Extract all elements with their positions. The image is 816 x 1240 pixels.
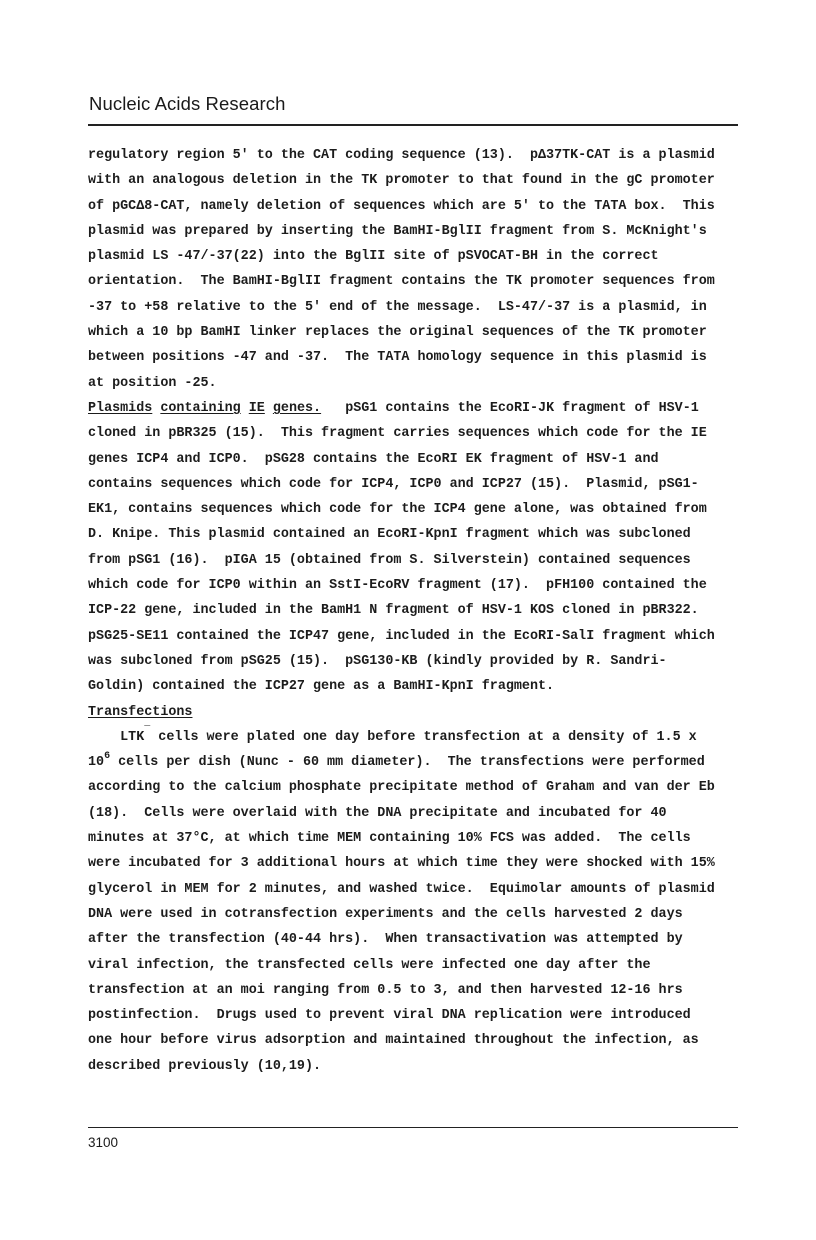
- text-line: were incubated for 3 additional hours at which time they were shocked with 15%: [88, 856, 715, 872]
- text-line: regulatory region 5' to the CAT coding sequence (13). pΔ37TK-CAT is a plasmid: [88, 148, 715, 163]
- superscript-exponent: 6: [104, 751, 111, 763]
- text-line: which a 10 bp BamHI linker replaces the original sequences of the TK promoter: [88, 325, 707, 341]
- text-line: according to the calcium phosphate precipitate method of Graham and van der Eb: [88, 780, 715, 796]
- section-heading-word: Plasmids: [88, 400, 153, 416]
- text-line: one hour before virus adsorption and maintained throughout the infection, as: [88, 1033, 699, 1049]
- paragraph-constructs: [88, 143, 744, 396]
- text-line: genes ICP4 and ICP0. pSG28 contains the EcoRI EK fragment of HSV-1 and: [88, 451, 659, 467]
- section-heading-word: containing: [160, 400, 241, 416]
- text-line: described previously (10,19).: [88, 1058, 322, 1074]
- section-heading: Transfections: [88, 704, 193, 720]
- text-line: which code for ICP0 within an SstI-EcoRV fragment (17). pFH100 contained the: [88, 578, 707, 594]
- text-line: glycerol in MEM for 2 minutes, and washed twice. Equimolar amounts of plasmid: [88, 881, 715, 897]
- text-line: at position -25.: [88, 375, 217, 391]
- text-line: EK1, contains sequences which code for the ICP4 gene alone, was obtained from: [88, 502, 707, 518]
- section-heading-word: IE: [248, 400, 265, 416]
- section-heading-line: [88, 700, 744, 725]
- text-line: ICP-22 gene, included in the BamH1 N fragment of HSV-1 KOS cloned in pBR322.: [88, 603, 699, 619]
- text-line: cloned in pBR325 (15). This fragment carries sequences which code for the IE: [88, 426, 707, 442]
- section-heading-word: genes.: [272, 400, 322, 416]
- journal-title: Nucleic Acids Research: [89, 93, 286, 114]
- text-line: between positions -47 and -37. The TATA homology sequence in this plasmid is: [88, 350, 707, 366]
- text-line: pSG25-SE11 contained the ICP47 gene, included in the EcoRI-SalI fragment which: [88, 628, 715, 644]
- text-line: [88, 725, 744, 750]
- text-line: DNA were used in cotransfection experiments and the cells harvested 2 days: [88, 906, 683, 922]
- text-line: viral infection, the transfected cells were infected one day after the: [88, 957, 651, 973]
- text-line: minutes at 37°C, at which time MEM containing 10% FCS was added. The cells: [88, 831, 691, 847]
- text-line: from pSG1 (16). pIGA 15 (obtained from S. Silverstein) contained sequences: [88, 552, 691, 568]
- text-line: of pGCΔ8-CAT, namely deletion of sequences which are 5' to the TATA box. This: [88, 198, 715, 214]
- text-line: orientation. The BamHI-BglII fragment contains the TK promoter sequences from: [88, 274, 715, 290]
- text-line: with an analogous deletion in the TK promoter to that found in the gC promoter: [88, 173, 715, 189]
- header-rule: [88, 124, 738, 126]
- text-line: (18). Cells were overlaid with the DNA precipitate and incubated for 40: [88, 805, 667, 821]
- text-line: Goldin) contained the ICP27 gene as a BamHI-KpnI fragment.: [88, 679, 555, 695]
- text-line: postinfection. Drugs used to prevent viral DNA replication were introduced: [88, 1008, 691, 1024]
- superscript-minus: ¯: [144, 725, 151, 737]
- section-heading-line: [88, 396, 744, 421]
- section-plasmids: [88, 396, 744, 700]
- text-line: was subcloned from pSG25 (15). pSG130-KB (kindly provided by R. Sandri-: [88, 653, 667, 669]
- section-transfections: [88, 700, 744, 1079]
- text-line: D. Knipe. This plasmid contained an EcoRI-KpnI fragment which was subcloned: [88, 527, 691, 543]
- text-line: transfection at an moi ranging from 0.5 to 3, and then harvested 12-16 hrs: [88, 982, 683, 998]
- text-line: after the transfection (40-44 hrs). When transactivation was attempted by: [88, 932, 683, 948]
- text-run: LTK: [88, 729, 145, 745]
- text-line: plasmid LS -47/-37(22) into the BglII site of pSVOCAT-BH in the correct: [88, 249, 659, 265]
- text-run: cells per dish (Nunc - 60 mm diameter). The transfections were performed: [110, 755, 705, 771]
- text-line: contains sequences which code for ICP4, ICP0 and ICP27 (15). Plasmid, pSG1-: [88, 476, 699, 492]
- text-line: [88, 750, 744, 775]
- article-body: [88, 143, 744, 1079]
- text-line: -37 to +58 relative to the 5' end of the message. LS-47/-37 is a plasmid, in: [88, 299, 707, 315]
- text-run: pSG1 contains the EcoRI-JK fragment of HSV-1: [321, 400, 699, 416]
- text-run: 10: [88, 755, 105, 771]
- text-line: plasmid was prepared by inserting the BamHI-BglII fragment from S. McKnight's: [88, 223, 707, 239]
- text-run: cells were plated one day before transfection at a density of 1.5 x: [150, 729, 697, 745]
- page-number: 3100: [88, 1135, 119, 1150]
- footer-rule: [88, 1127, 738, 1128]
